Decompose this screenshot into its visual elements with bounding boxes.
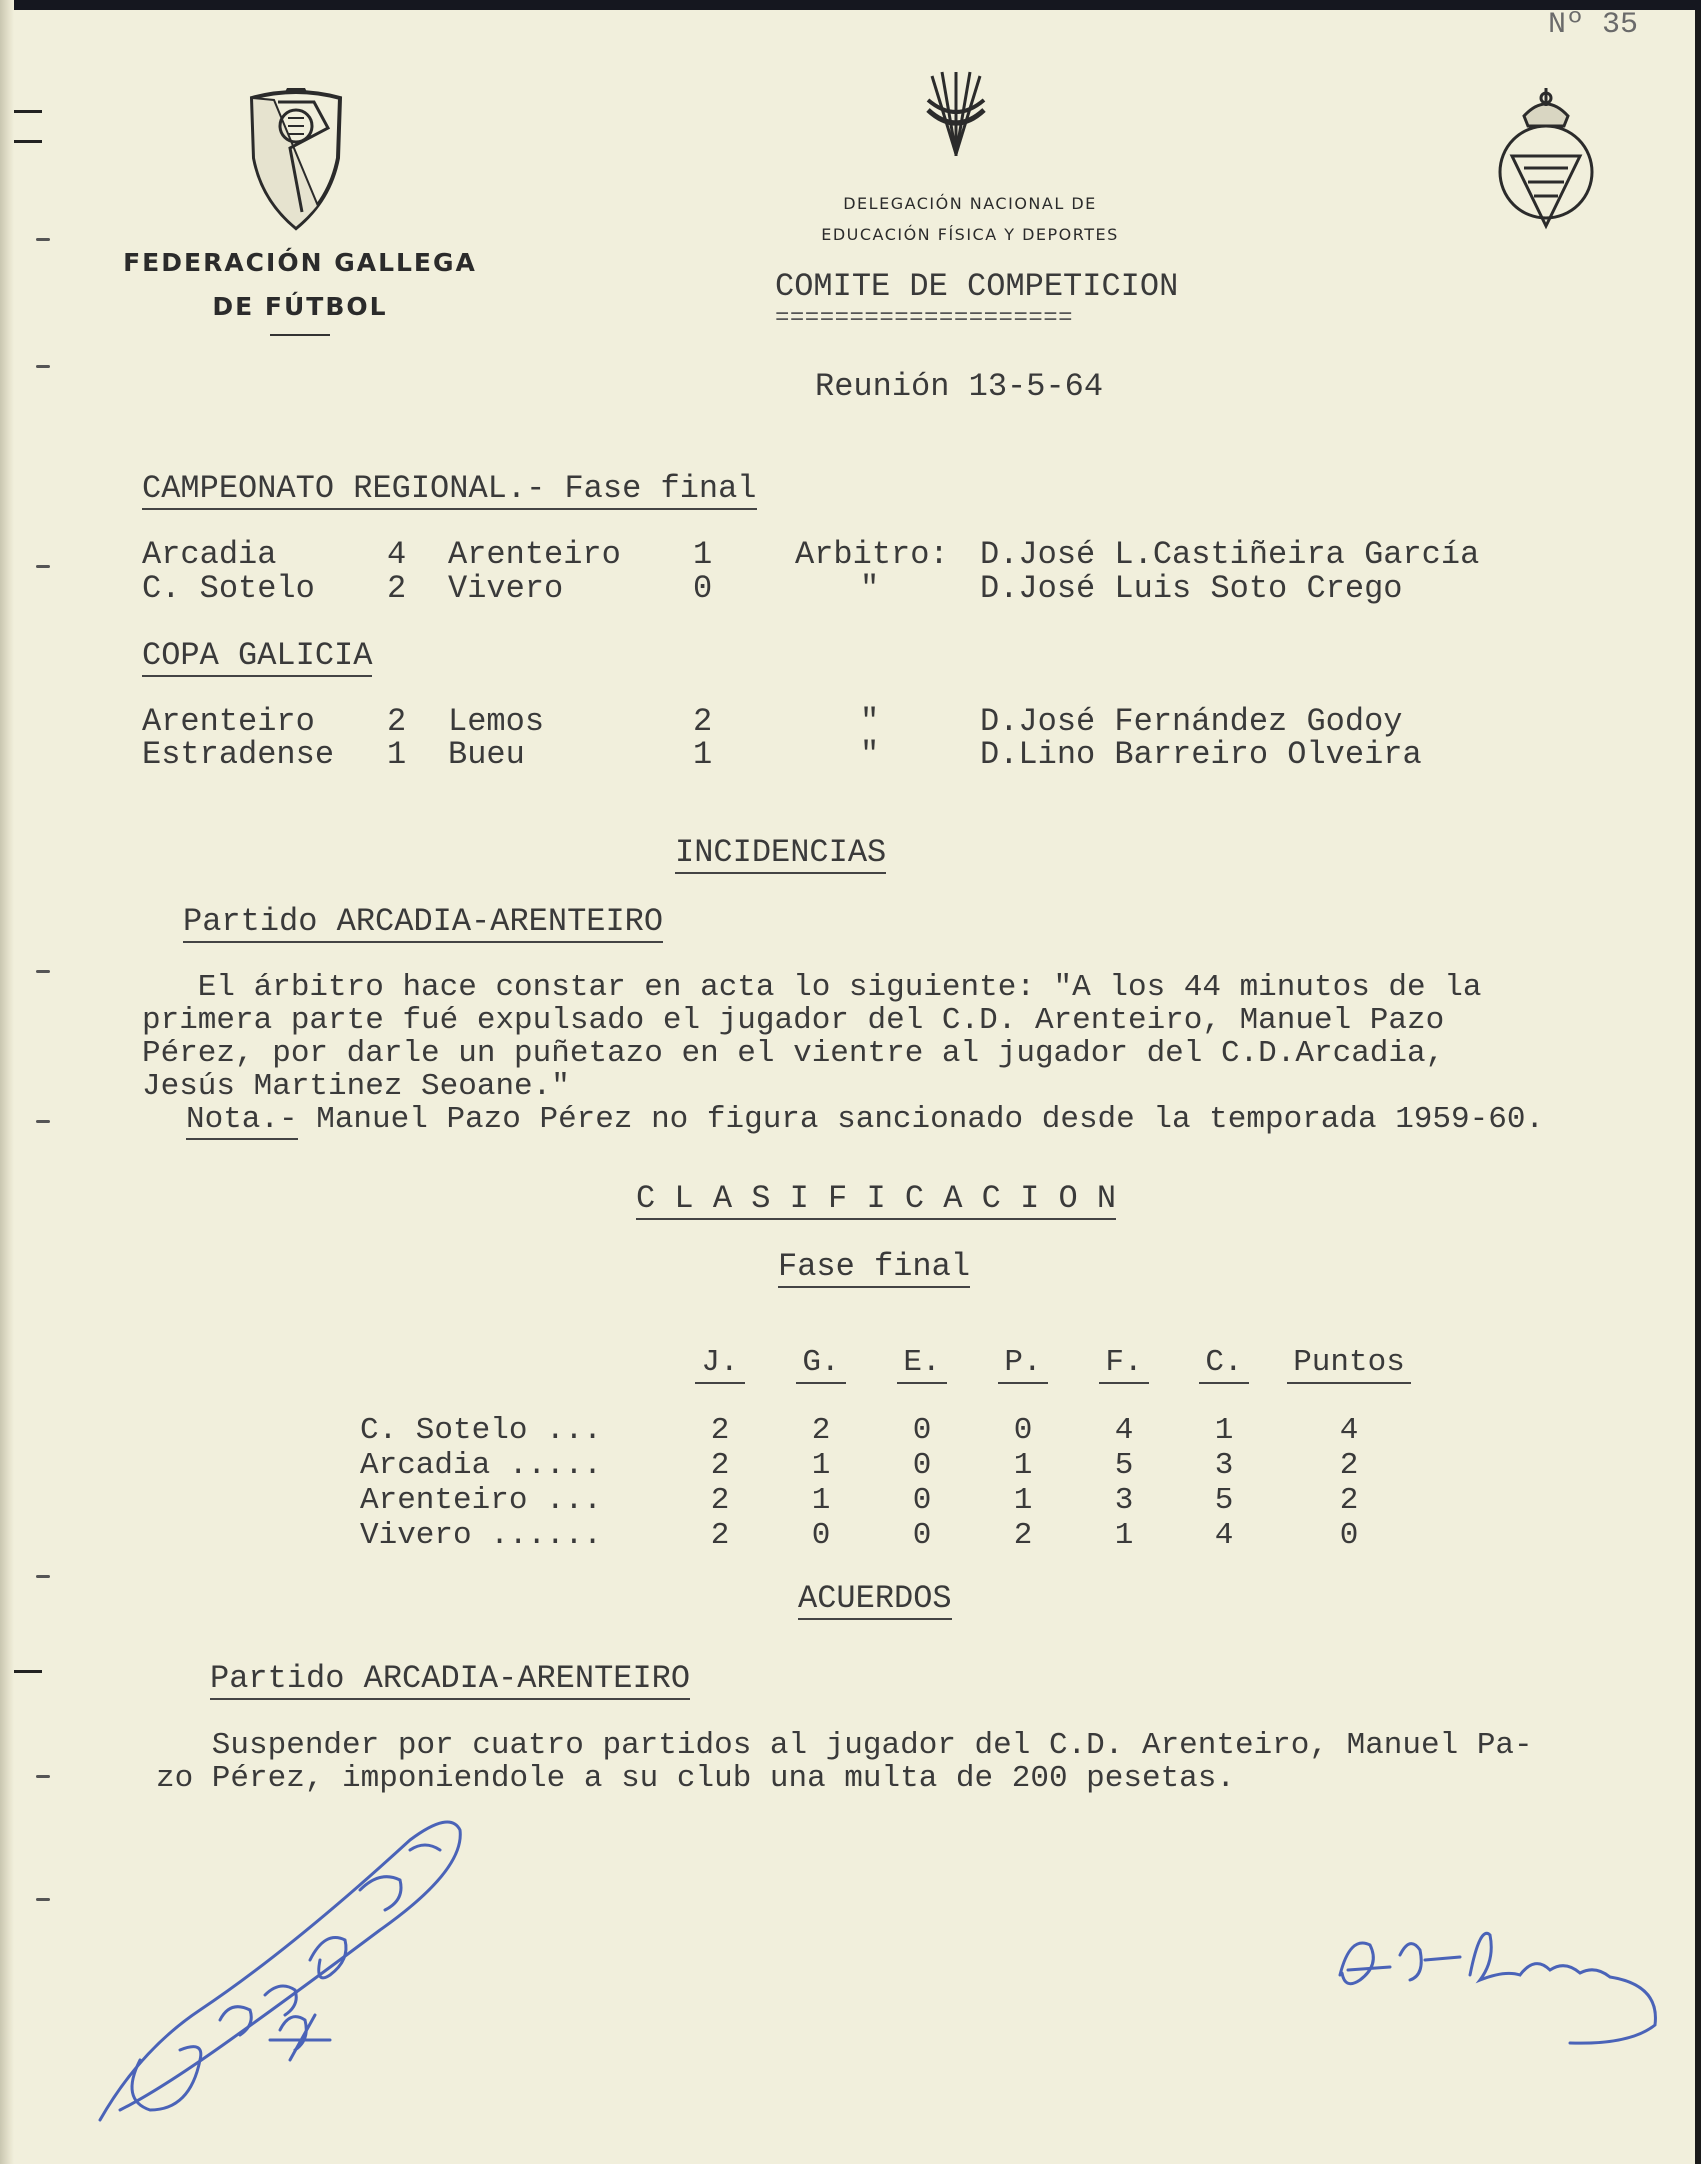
clasificacion-heading: C L A S I F I C A C I O N [636,1180,1116,1220]
table-cell: 0 [1013,1413,1033,1448]
table-cell: 1 [1214,1413,1234,1448]
column-header: C. [1199,1345,1248,1384]
table-cell: 1 [1013,1448,1033,1483]
note-text: Manuel Pazo Pérez no figura sancionado desde la temporada 1959-60. [297,1102,1545,1137]
home-team: Arcadia [142,536,277,573]
table-cell: 3 [1214,1448,1234,1483]
table-row [360,1483,1424,1518]
column-header: G. [796,1345,845,1384]
margin-mark [36,1120,50,1123]
away-team: Lemos [448,703,545,740]
incidencias-line: primera parte fué expulsado el jugador del C.D. Arenteiro, Manuel Pazo [142,1003,1445,1038]
note-label: Nota.- [186,1102,298,1140]
column-header: Puntos [1287,1345,1411,1384]
federation-name-line2: DE FÚTBOL [212,292,388,321]
table-cell: 0 [811,1518,831,1553]
table-cell: 0 [912,1448,932,1483]
clasificacion-subheading: Fase final [778,1248,970,1288]
margin-mark [36,1775,50,1778]
margin-mark [14,1670,42,1673]
document-number: Nº 35 [1548,8,1639,42]
table-cell: 2 [710,1483,730,1518]
team-name: Vivero ...... [360,1518,602,1553]
table-cell: 2 [811,1413,831,1448]
table-cell: 5 [1114,1448,1134,1483]
away-team: Bueu [448,736,525,773]
margin-mark [36,365,50,368]
table-cell: 5 [1214,1483,1234,1518]
delegation-line2: EDUCACIÓN FÍSICA Y DEPORTES [821,225,1119,244]
delegation-line1: DELEGACIÓN NACIONAL DE [843,194,1097,213]
table-row [360,1448,1424,1483]
table-cell: 1 [1114,1518,1134,1553]
margin-mark [36,1898,50,1901]
table-cell: 4 [1114,1413,1134,1448]
home-team: Arenteiro [142,703,315,740]
home-team: C. Sotelo [142,570,315,607]
table-cell: 2 [710,1448,730,1483]
away-goals: 0 [693,570,713,607]
table-cell: 1 [811,1483,831,1518]
away-goals: 1 [693,536,713,573]
table-cell: 0 [912,1413,932,1448]
referee-name: D.José L.Castiñeira García [980,536,1480,573]
federation-crest-icon [248,88,344,232]
rfef-crest-icon [1494,86,1598,234]
scan-right-border [1695,10,1701,2164]
table-cell: 2 [710,1413,730,1448]
margin-mark [36,565,50,568]
table-cell: 2 [1339,1483,1359,1518]
referee-label: Arbitro: [795,536,949,573]
referee-name: D.Lino Barreiro Olveira [980,736,1422,773]
meeting-date: Reunión 13-5-64 [815,368,1104,405]
home-goals: 4 [387,536,407,573]
copa-heading: COPA GALICIA [142,637,372,677]
table-row [360,1413,1424,1448]
table-cell: 1 [811,1448,831,1483]
table-header-row [360,1345,1424,1389]
scan-left-edge [0,0,14,2164]
away-team: Vivero [448,570,564,607]
acuerdos-match: Partido ARCADIA-ARENTEIRO [210,1660,690,1700]
committee-title: COMITE DE COMPETICION [775,268,1179,305]
referee-name: D.José Luis Soto Crego [980,570,1403,607]
incidencias-match: Partido ARCADIA-ARENTEIRO [183,903,663,943]
table-cell: 0 [1339,1518,1359,1553]
scan-top-border [0,0,1701,10]
team-name: Arcadia ..... [360,1448,602,1483]
table-cell: 0 [912,1483,932,1518]
table-cell: 2 [710,1518,730,1553]
table-cell: 1 [1013,1483,1033,1518]
committee-double-rule: ==================== [775,305,1074,332]
table-cell: 2 [1339,1448,1359,1483]
acuerdos-line: Suspender por cuatro partidos al jugador del C.D. Arenteiro, Manuel Pa- [156,1728,1533,1763]
incidencias-line: El árbitro hace constar en acta lo siguiente: "A los 44 minutos de la [142,970,1482,1005]
signature-left-icon [80,1810,520,2140]
incidencias-line: Pérez, por darle un puñetazo en el vientre al jugador del C.D.Arcadia, [142,1036,1445,1071]
ditto-mark: " [860,703,880,740]
acuerdos-line: zo Pérez, imponiendole a su club una multa de 200 pesetas. [156,1761,1235,1796]
signature-right-icon [1330,1915,1670,2055]
federation-underline [270,334,330,336]
table-cell: 4 [1214,1518,1234,1553]
federation-name-line1: FEDERACIÓN GALLEGA [123,248,477,277]
column-header: F. [1099,1345,1148,1384]
ditto-mark: " [860,570,880,607]
referee-name: D.José Fernández Godoy [980,703,1403,740]
margin-mark [36,970,50,973]
standings-table [360,1345,1424,1553]
margin-mark [36,238,50,241]
margin-mark [36,1575,50,1578]
table-cell: 3 [1114,1483,1134,1518]
team-name: Arenteiro ... [360,1483,602,1518]
regional-heading: CAMPEONATO REGIONAL.- Fase final [142,470,757,510]
table-cell: 0 [912,1518,932,1553]
column-header: P. [998,1345,1047,1384]
home-team: Estradense [142,736,335,773]
team-name: C. Sotelo ... [360,1413,602,1448]
column-header: E. [897,1345,946,1384]
acuerdos-heading: ACUERDOS [798,1580,952,1620]
incidencias-heading: INCIDENCIAS [675,834,886,874]
table-cell: 2 [1013,1518,1033,1553]
away-goals: 1 [693,736,713,773]
column-header: J. [695,1345,744,1384]
table-row [360,1518,1424,1553]
yoke-and-arrows-icon [922,66,990,158]
margin-mark [14,140,42,143]
table-cell: 4 [1339,1413,1359,1448]
home-goals: 2 [387,703,407,740]
home-goals: 2 [387,570,407,607]
home-goals: 1 [387,736,407,773]
margin-mark [14,110,42,113]
away-team: Arenteiro [448,536,621,573]
incidencias-line: Jesús Martinez Seoane." [142,1069,570,1104]
away-goals: 2 [693,703,713,740]
note-line [186,1102,1544,1137]
ditto-mark: " [860,736,880,773]
